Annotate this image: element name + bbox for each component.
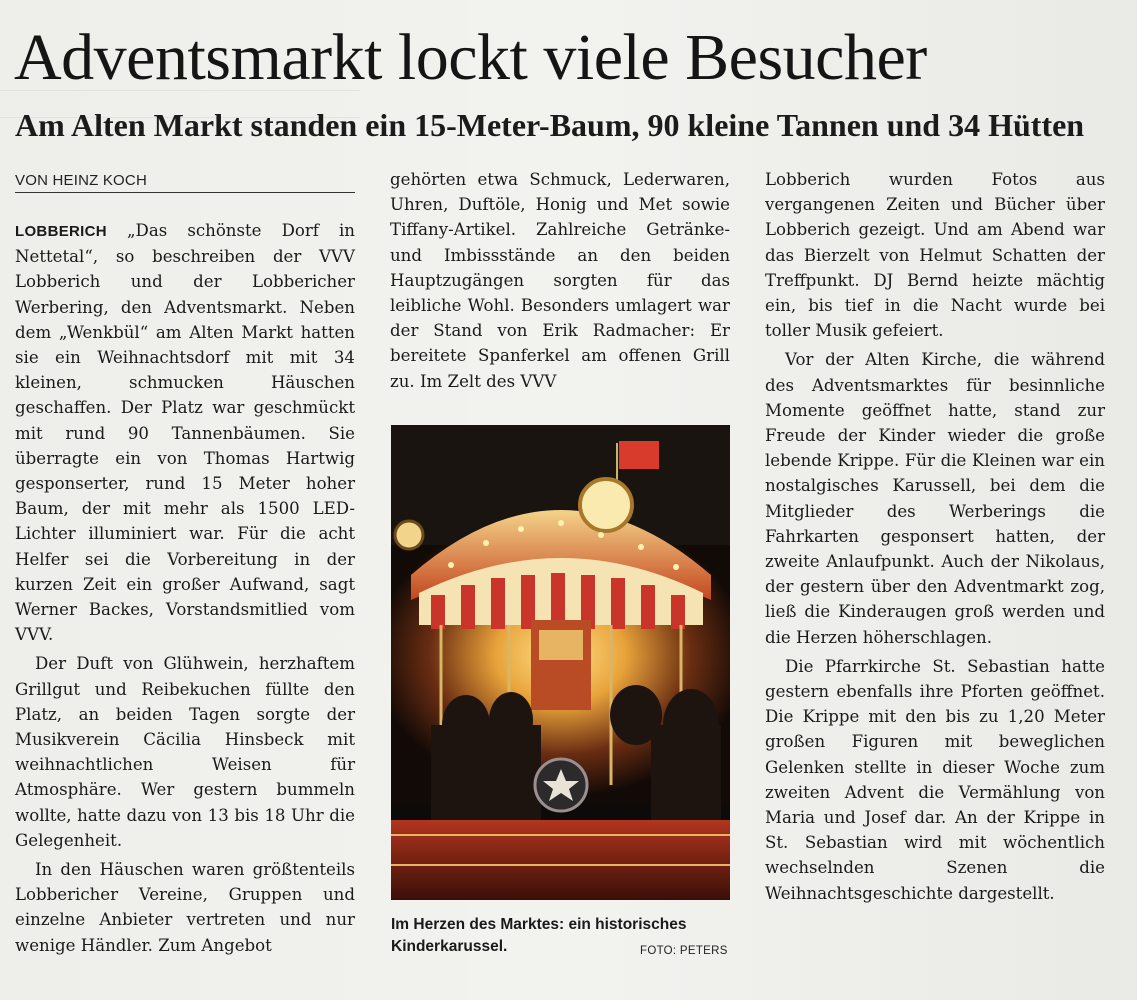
paragraph: Vor der Alten Kirche, die während des Adventsmarktes für besinnliche Momente geöffnet hatte, stand zur Freude der Kinder wieder die große lebende Krippe. Für die Kleinen war ein nostalgisches Karussell, bei dem die Mitglieder des Werberings die Fahrkarten gesponsert hatten, der zweite Anlaufpunkt. Auch der Nikolaus, der gestern über den Adventmarkt zog, ließ die Kinderaugen groß werden und die Herzen höherschlagen. [765, 350, 1105, 647]
dateline: LOBBERICH [15, 223, 107, 240]
article-byline: VON HEINZ KOCH [15, 172, 355, 193]
paragraph-text: „Das schönste Dorf in Nettetal“, so beschreiben der VVV Lobberich und der Lobbericher Werbering, den Adventsmarkt. Neben dem „Wenkbül“ am Alten Markt hatten sie ein Weihnachtsdorf mit mit 34 kleinen, schmucken Häuschen geschaffen. Der Platz war geschmückt mit rund 90 Tannenbäumen. Sie überragte ein von Thomas Hartwig gesponserter, rund 15 Meter hoher Baum, der mit mehr als 1500 LED-Lichter illuminiert war. Für die acht Helfer sei die Vorbereitung in der kurzen Zeit ein großer Aufwand, sagt Werner Backes, Vorstandsmitlied vom VVV. [15, 221, 355, 645]
text-column-2 [390, 167, 730, 394]
paragraph: Die Pfarrkirche St. Sebastian hatte gestern ebenfalls ihre Pforten geöffnet. Die Krippe mit den bis zu 1,20 Meter großen Figuren mit beweglichen Gelenken stellte in dieser Woche zum zweiten Advent die Vermählung von Maria und Josef dar. An der Krippe in St. Sebastian wird mit wöchentlich wechselnden Szenen die Weihnachtsgeschichte dargestellt. [765, 656, 1105, 903]
paragraph [15, 218, 355, 647]
photo-caption: Im Herzen des Marktes: ein historisches Kinderkarussel. [391, 916, 687, 955]
text-column-1 [15, 218, 355, 958]
paragraph: In den Häuschen waren größtenteils Lobbericher Vereine, Gruppen und einzelne Anbieter vertreten und nur wenige Händler. Zum Angebot [15, 860, 355, 955]
article-subheadline: Am Alten Markt standen ein 15-Meter-Baum, 90 kleine Tannen und 34 Hütten [15, 107, 1085, 143]
paragraph: Lobberich wurden Fotos aus vergangenen Zeiten und Bücher über Lobberich gezeigt. Und am Abend war das Bierzelt von Helmut Schatten der Treffpunkt. DJ Bernd heizte mächtig ein, bis tief in die Nacht wurde bei toller Musik gefeiert. [765, 170, 1105, 341]
text-column-3 [765, 167, 1105, 906]
paragraph: Der Duft von Glühwein, herzhaftem Grillgut und Reibekuchen füllte den Platz, an beiden Tagen sorgte der Musikverein Cäcilia Hinsbeck mit weihnachtlichen Weisen für Atmosphäre. Wer gestern bummeln wollte, hatte dazu von 13 bis 18 Uhr die Gelegenheit. [15, 654, 355, 850]
paragraph: gehörten etwa Schmuck, Lederwaren, Uhren, Duftöle, Honig und Met sowie Tiffany-Artikel. Zahlreiche Getränke- und Imbissstände an den beiden Hauptzugängen sorgten für das leibliche Wohl. Besonders umlagert war der Stand von Erik Radmacher: Er bereitete Spanferkel am offenen Grill zu. Im Zelt des VVV [390, 170, 730, 391]
article-headline: Adventsmarkt lockt viele Besucher [14, 21, 927, 94]
photo-credit: FOTO: PETERS [640, 945, 728, 957]
carousel-photo [391, 425, 730, 900]
